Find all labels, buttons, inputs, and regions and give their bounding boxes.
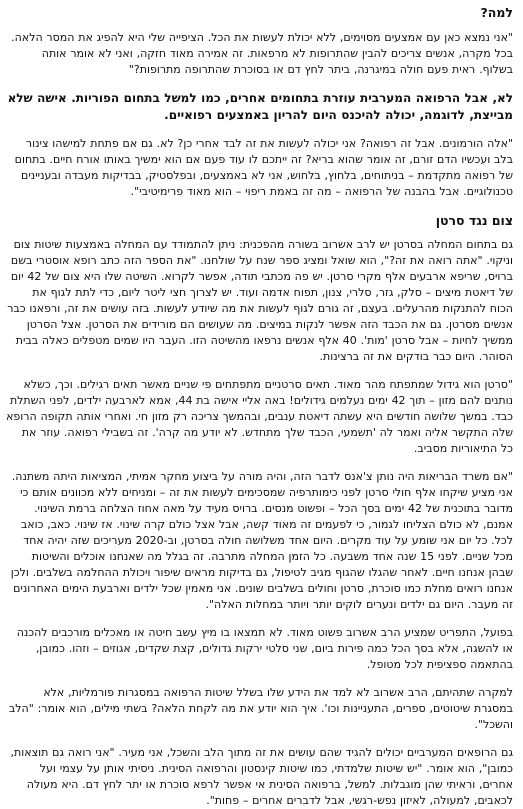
paragraph-5: "סרטן הוא גידול שמתפתח מהר מאוד. תאים סרטניים מתפתחים פי שניים מאשר תאים רגילים. וכך, כשלא נותנים להם מזון – תוך 42 ימים נעלמים גידולים! באה אליי אישה בת 44, אמא לארבעה ילדים, לפני השתלת כבד. במשך שלושה חודשים היא עשתה דיאטת ענבים, ובהמשך צריכה רק מזון חי. ואחרי אותה תקופה הרופא שלה התקשר אליה ואמר לה 'תשמעי, הכבד שלך מתחדש. לא יודע מה קרה'. זה בשבילי רפואה. עוזר את כל התיאוריות מסביב. (6, 378, 513, 455)
paragraph-1: "אני נמצא כאן עם אמצעים מסוימים, ללא יכולת לעשות את הכל. הציפייה שלי היא להפיג את המסר הלאה. בכל מקרה, אנשים צריכים להבין שהתרופות לא מרפאות. זה אמירה מאוד חזקה, ואני לא אומר אותה בשלוף. ראית פעם חולה במיגרנה, ביתר לחץ דם או בסוכרת שהתרופה מתרופות?" (11, 31, 513, 76)
section-heading: צום נגד סרטן (435, 213, 513, 228)
paragraph-3: "אלה הורמונים. אבל זה רפואה? אני יכולה לעשות את זה לבד אחרי כן? לא. גם אם פתחת למישהו צינור בלב ועכשיו הדם זורם, זה אומר שהוא בריא? זה ייתכם לו עוד פעם אם הוא ימשיך באותו אורח חיים. בתחום של רפואה מתקדמת – בניתוחים, בלחוץ, בלחוש, אני לא באמצעים, ובפלסטיק, בבדיקות מעבדה ובעניינים טכנולוגיים. אבל בהבנה של הרפואה – מה זה באמת ריפוי – הוא מאוד פרימיטיבי". (14, 137, 513, 198)
paragraph-6: "אם משרד הבריאות היה נותן צ'אנס לדבר הזה, והיה מורה על ביצוע מחקר אמיתי, המציאות היתה משתנה. אני מציע שיקחו אלף חולי סרטן לפני כימותרפיה שמסכימים לעשות את זה – ומניחים ללא מכוונים אותם כי מדובר בתוכנית של 42 ימים בסך הכל – ופשוט מנסים. ברויס מעיד על מאה אחוז הצלחה ברמת השינוי. אמנם, לא כולם הצליחו לגמור, כי לפעמים זה מאוד קשה, אבל אצל כולם קרה שינוי. אז שינוי. כאב, כואב לכל. כל יום אני שומע על עוד מקרים. היום אחד משלושה חולה בסרטן, וב-2020 מעריכים שזה יהיה אחד מכל שניים. לפני 15 שנה אחד משבעה. כל הזמן המחלה מתרבה. זה בגלל מה שאנחנו אוכלים והשיטות שבהן אנחנו חיים. לאחר שהגלו שהגוף מגיב לטיפול, גם בדיקות מראים שיפור ויכולת ההחלמה בשלבים. ולכן אנחנו רואים מחלת כמו סוכרת, סרטן וחולים בשלבים שונים. אני מאמין שכל ילדים וארבעת הימים האחרונים זה מעבר. היום גם ילדים ונערים לוקים יותר ויותר במחלות האלה". (10, 470, 513, 611)
paragraph-8: למקרה שתהיתם, הרב אשרוב לא למד את הידע שלו בשלל שיטות הרפואה במסגרות פורמליות, אלא במסגרת שיטוטים, ספרים, התעניינות וכו'. איך הוא יודע את מה לקחת הלאה? בשתי מילים, הוא אומר: "הלב והשכל". (8, 686, 513, 731)
paragraph-9: גם הרופאים המערביים יכולים להגיד שהם עושים את זה מתוך הלב והשכל, אני מעיר. "אני רואה גם תוצאות, כמובן", הוא אומר. "יש שיטות שלמדתי, כמו שיטות קינסטון והרפואה הסינית. ניסיתי אותן על עצמי ועל אחרים, וראיתי שהן מוגבלות. למשל, ברפואה הסינית אי אפשר לרפא סוכרת או יתר לחץ דם. היא מעולה לכאבים, למעולה, לאיזון נפש-רגשי, אבל לדברים אחרים – פחות". (10, 746, 513, 807)
paragraph-7: בפועל, התפריט שמציע הרב אשרוב פשוט מאוד. לא תמצאו בו מיץ עשב חיטה או מאכלים מורכבים להכנה או להשגה, אלא בסך הכל כמה פירות ביום, שני סלטי ירקות גדולים, קצת שקדים, אגוזים – וזהו. כמובן, בהתאמה ספציפית לכל מטופל. (16, 626, 513, 671)
paragraph-2-question: לא, אבל הרפואה המערבית עוזרת בתחומים אחרים, כמו למשל בתחום הפוריות. אישה שלא מבייצת, לדוגמה, יכולה להיכנס היום להריון באמצעים רפואיים. (7, 91, 513, 122)
article-title: למה? (480, 5, 513, 20)
paragraph-4: גם בתחום המחלה בסרטן יש לרב אשרוב בשורה מהפכנית: ניתן להתמודד עם המחלה באמצעות שיטות צום וניקוי. "אתה רואה את זה?", הוא שואל ומציג ספר שנח על שולחנו. "את הספר הזה כתב רופא אוסטרי בשם ברויס, שריפא ארבעים אלף מקרי סרטן. יש פה מכתבי תודה, אפשר לקרוא. השיטה שלו היא צום של 42 יום של דיאטת מיצים – סלק, גזר, סלרי, צנון, תפוח אדמה ועוד. יש לצרוך חצי ליטר ליום, כדי לתת לגוף את הכוח להתנקות מהרעלים. בעצם, זה גורם לגוף לעשות את מה שיודע לעשות. בזה עושים את זה, ורפאנו כבר אנשים מסרטן. גם את הכבד הזה אפשר לנקות במיצים. מה שעושים הם מורידים את הסרטן. אצל הסרטן ממשיך לחיות – אבל סרטן 'מות'. 40 אלף אנשים נרפאו מהשיטה הזו. העבר היו שמים מטפלים כאלה בבית הסוהר. היום כבר בודקים את זה ברצינות. (7, 238, 513, 363)
